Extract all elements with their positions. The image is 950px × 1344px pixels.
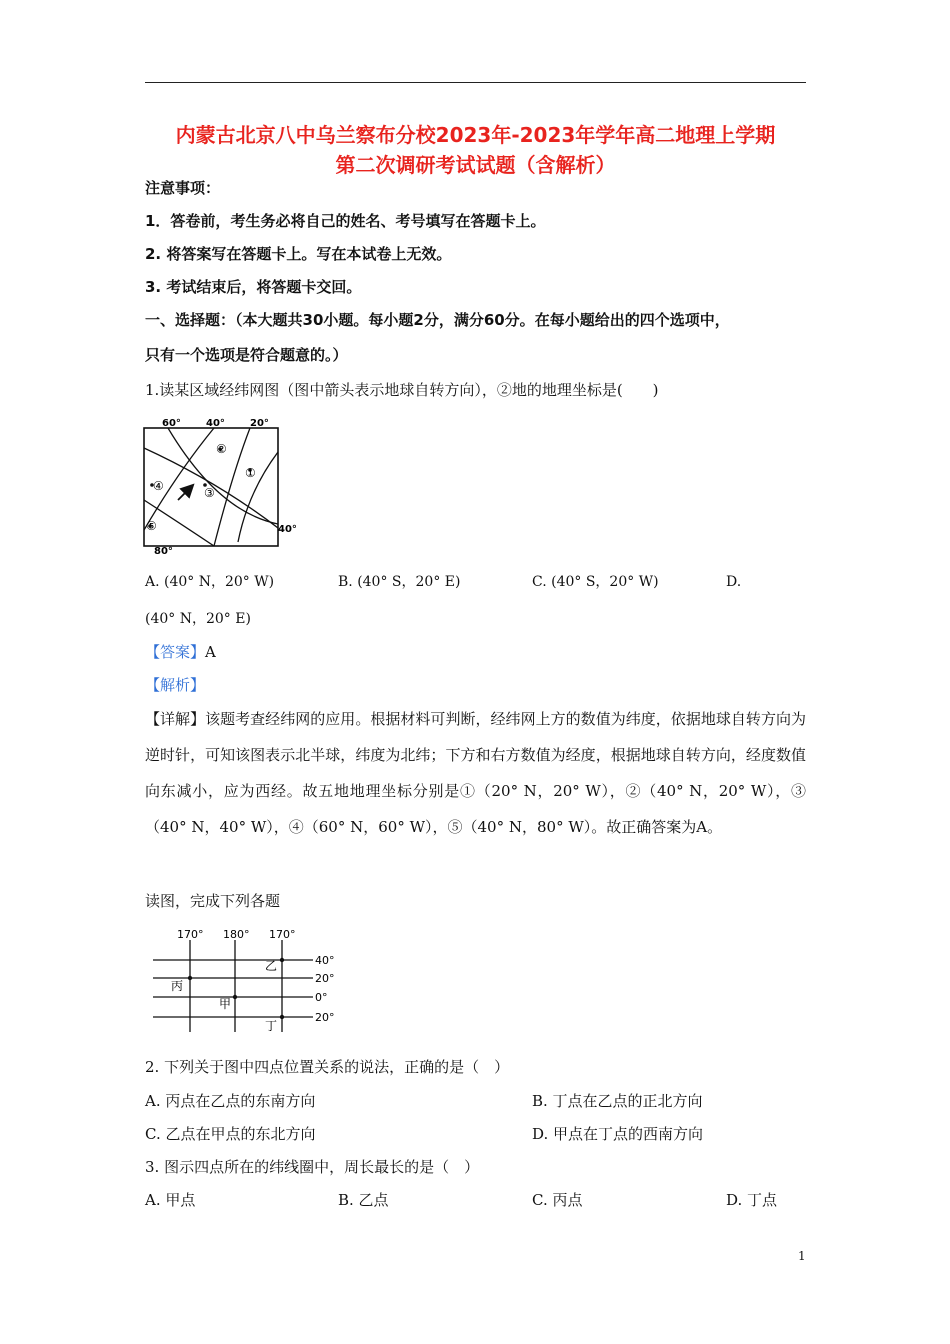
lon-label: 180°: [223, 928, 250, 941]
q1-option-a: A. (40° N，20° W): [145, 574, 275, 590]
lat-label: 20°: [315, 972, 335, 985]
q1-answer: [145, 642, 216, 662]
q3-option-d: D. 丁点: [726, 1191, 778, 1209]
notice-item-2: 2. 将答案写在答题卡上。写在本试卷上无效。: [145, 245, 452, 263]
lon-label: 80°: [154, 546, 173, 557]
lon-label: 170°: [269, 928, 296, 941]
q1-option-c: C. (40° S，20° W): [532, 574, 659, 590]
point-label: ③: [204, 486, 215, 500]
point-label: 甲: [219, 997, 232, 1011]
q3-option-a: A. 甲点: [145, 1191, 196, 1209]
lat-label: 20°: [315, 1011, 335, 1024]
point-label: 乙: [265, 959, 278, 973]
header-rule: [145, 82, 806, 83]
answer-value: A: [205, 643, 216, 661]
point-label: ②: [216, 442, 227, 456]
q1-option-d: D.: [726, 574, 742, 590]
point-label: 丁: [265, 1019, 278, 1033]
lat-label: 60°: [162, 418, 181, 429]
q1-stem: 1.读某区域经纬网图（图中箭头表示地球自转方向），②地的地理坐标是( ): [145, 381, 659, 399]
point-label: 丙: [171, 979, 184, 993]
section-heading-line-2: 只有一个选项是符合题意的。）: [145, 346, 348, 364]
q1-option-b: B. (40° S，20° E): [338, 574, 461, 590]
page-number: 1: [798, 1249, 806, 1263]
q2-option-b: B. 丁点在乙点的正北方向: [532, 1092, 703, 1110]
title-line-1: 内蒙古北京八中乌兰察布分校2023年-2023年学年高二地理上学期: [175, 123, 776, 147]
lon-label: 40°: [278, 524, 297, 535]
q2-option-a: A. 丙点在乙点的东南方向: [145, 1092, 316, 1110]
read-figure-instruction: 读图，完成下列各题: [145, 892, 281, 910]
lon-label: 170°: [177, 928, 204, 941]
notice-item-1: 1．答卷前，考生务必将自己的姓名、考号填写在答题卡上。: [145, 212, 546, 230]
parallel-arc: [238, 452, 278, 542]
point-label: ④: [153, 479, 164, 493]
notice-item-3: 3. 考试结束后，将答题卡交回。: [145, 278, 362, 296]
section-heading-line-1: 一、选择题：（本大题共30小题。每小题2分，满分60分。在每小题给出的四个选项中，: [145, 311, 730, 329]
lat-label: 20°: [250, 418, 269, 429]
point-label: ⑤: [146, 519, 157, 533]
lat-label: 40°: [206, 418, 225, 429]
q3-stem: 3. 图示四点所在的纬线圈中，周长最长的是（ ）: [145, 1158, 480, 1176]
q2-option-d: D. 甲点在丁点的西南方向: [532, 1125, 704, 1143]
title-line-2: 第二次调研考试试题（含解析）: [335, 153, 616, 177]
answer-tag: 【答案】: [145, 643, 206, 661]
lat-label: 40°: [315, 954, 335, 967]
lat-label: 0°: [315, 991, 328, 1004]
q1-graticule-figure: [138, 412, 308, 557]
q2-option-c: C. 乙点在甲点的东北方向: [145, 1125, 316, 1143]
q2-stem: 2. 下列关于图中四点位置关系的说法，正确的是（ ）: [145, 1058, 510, 1076]
q2-grid-figure: [145, 924, 355, 1036]
q3-option-b: B. 乙点: [338, 1191, 389, 1209]
q3-option-c: C. 丙点: [532, 1191, 583, 1209]
q1-detail: 【详解】该题考查经纬网的应用。根据材料可判断，经纬网上方的数值为纬度，依据地球自转方向为逆时针，可知该图表示北半球，纬度为北纬；下方和右方数值为经度，根据地球自转方向，经度数值向东减小，应为西经。故五地地理坐标分别是①（20° N，20° W），②（40° N，20° W），③（40° N，40° W），④（60° N，60° W），⑤（40° N，80° W）。故正确答案为A。: [145, 710, 806, 836]
notice-heading: 注意事项：: [145, 179, 221, 197]
rotation-arrow: [178, 486, 192, 500]
q1-analysis-tag: 【解析】: [145, 676, 206, 694]
q1-option-d-value: (40° N，20° E): [145, 611, 251, 627]
point-label: ①: [245, 466, 256, 480]
